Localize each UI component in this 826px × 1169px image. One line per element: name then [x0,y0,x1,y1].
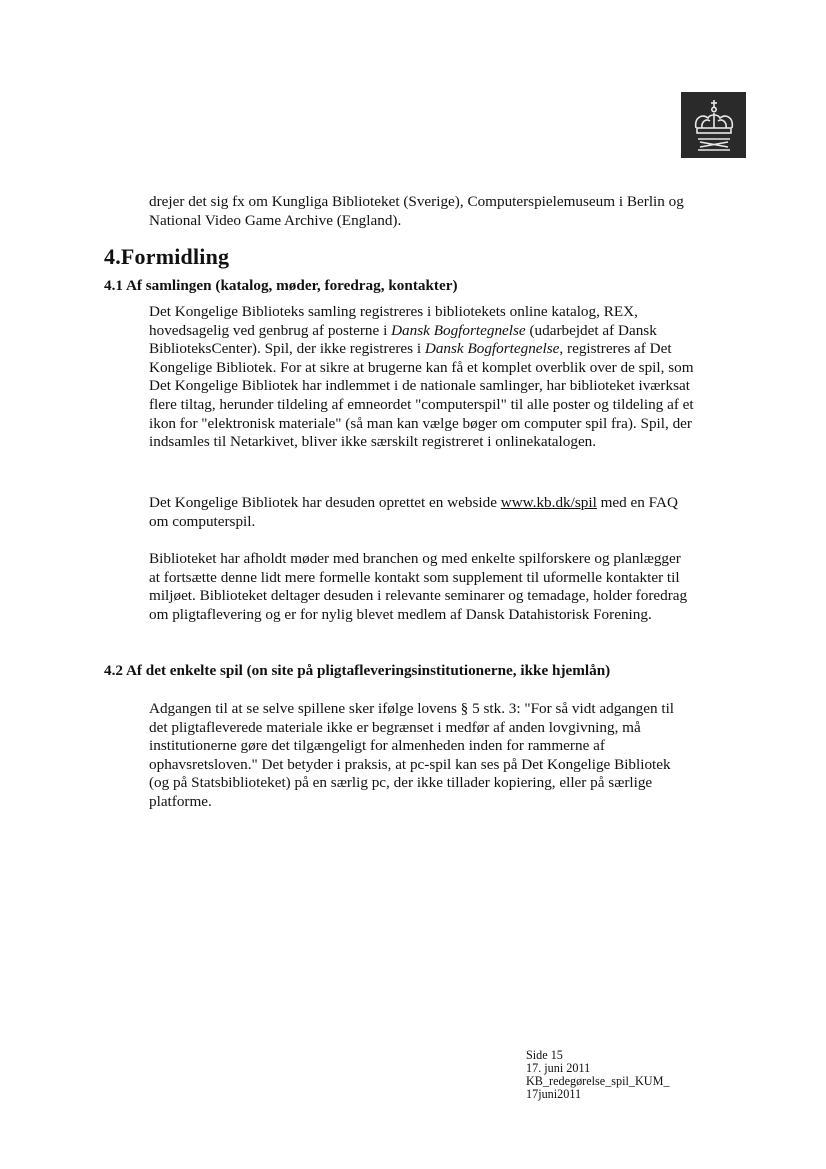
catalog-title-ref-2: Dansk Bogfortegnelse [424,340,560,358]
subsection-heading-4-1: 4.1 Af samlingen (katalog, møder, foredrag, kontakter) [104,277,458,294]
website-paragraph [149,494,694,531]
catalog-text-a: Det Kongelige Biblioteks samling registreres i bibliotekets online katalog, REX, hovedsagelig ved genbrug af posterne i [149,303,638,339]
catalog-paragraph [149,303,694,452]
footer-date: 17. juni 2011 [526,1061,591,1075]
access-paragraph: Adgangen til at se selve spillene sker ifølge lovens § 5 stk. 3: "For så vidt adgangen til det pligtafleverede materiale ikke er begrænset i medfør af anden lovgivning, må institutionerne gøre det tilgængeligt for almenheden inden for rammerne af ophavsretsloven." Det betyder i praksis, at pc-spil kan ses på Det Kongelige Bibliotek (og på Statsbiblioteket) på en særlig pc, der ikke tillader kopiering, eller på særlige platforme. [149,700,675,810]
section-heading: 4.Formidling [104,244,230,269]
website-link[interactable]: www.kb.dk/spil [500,494,597,511]
intro-paragraph: drejer det sig fx om Kungliga Biblioteket (Sverige), Computerspielemuseum i Berlin og National Video Game Archive (England). [149,193,684,229]
footer-filename-2: 17juni2011 [526,1087,582,1101]
meetings-paragraph: Biblioteket har afholdt møder med branchen og med enkelte spilforskere og planlægger at fortsætte denne lidt mere formelle kontakt som supplement til uformelle kontakter til miljøet. Biblioteket deltager desuden i relevante seminarer og temadage, holder foredrag om pligtaflevering og er for nylig blevet medlem af Dansk Datahistorisk Forening. [149,550,688,623]
footer-page-number: Side 15 [526,1048,563,1062]
website-text-b: med en FAQ om computerspil. [149,494,678,530]
subsection-heading-4-2: 4.2 Af det enkelte spil (on site på pligtafleveringsinstitutionerne, ikke hjemlån) [104,662,611,679]
footer-filename-1: KB_redegørelse_spil_KUM_ [526,1074,670,1088]
page-footer [526,1049,726,1101]
crown-k-logo-icon [688,96,740,154]
catalog-text-c: , registreres af Det Kongelige Bibliotek. For at sikre at brugerne kan få et komplet overblik over de spil, som Det Kongelige Bibliotek har indlemmet i de nationale samlinger, har biblioteket iværksat flere tiltag, herunder tildeling af emneordet "computerspil" til alle poster og tildeling af et ikon for "elektronisk materiale" (så man kan vælge bøger om computer spil fra). Spil, der indsamles til Netarkivet, bliver ikke særskilt registreret i onlinekatalogen. [149,340,694,451]
website-text-a: Det Kongelige Bibliotek har desuden oprettet en webside [149,494,501,511]
logo [681,92,746,158]
catalog-title-ref-1: Dansk Bogfortegnelse [391,321,526,339]
catalog-text-b: (udarbejdet af Dansk BiblioteksCenter). Spil, der ikke registreres i [149,321,657,358]
